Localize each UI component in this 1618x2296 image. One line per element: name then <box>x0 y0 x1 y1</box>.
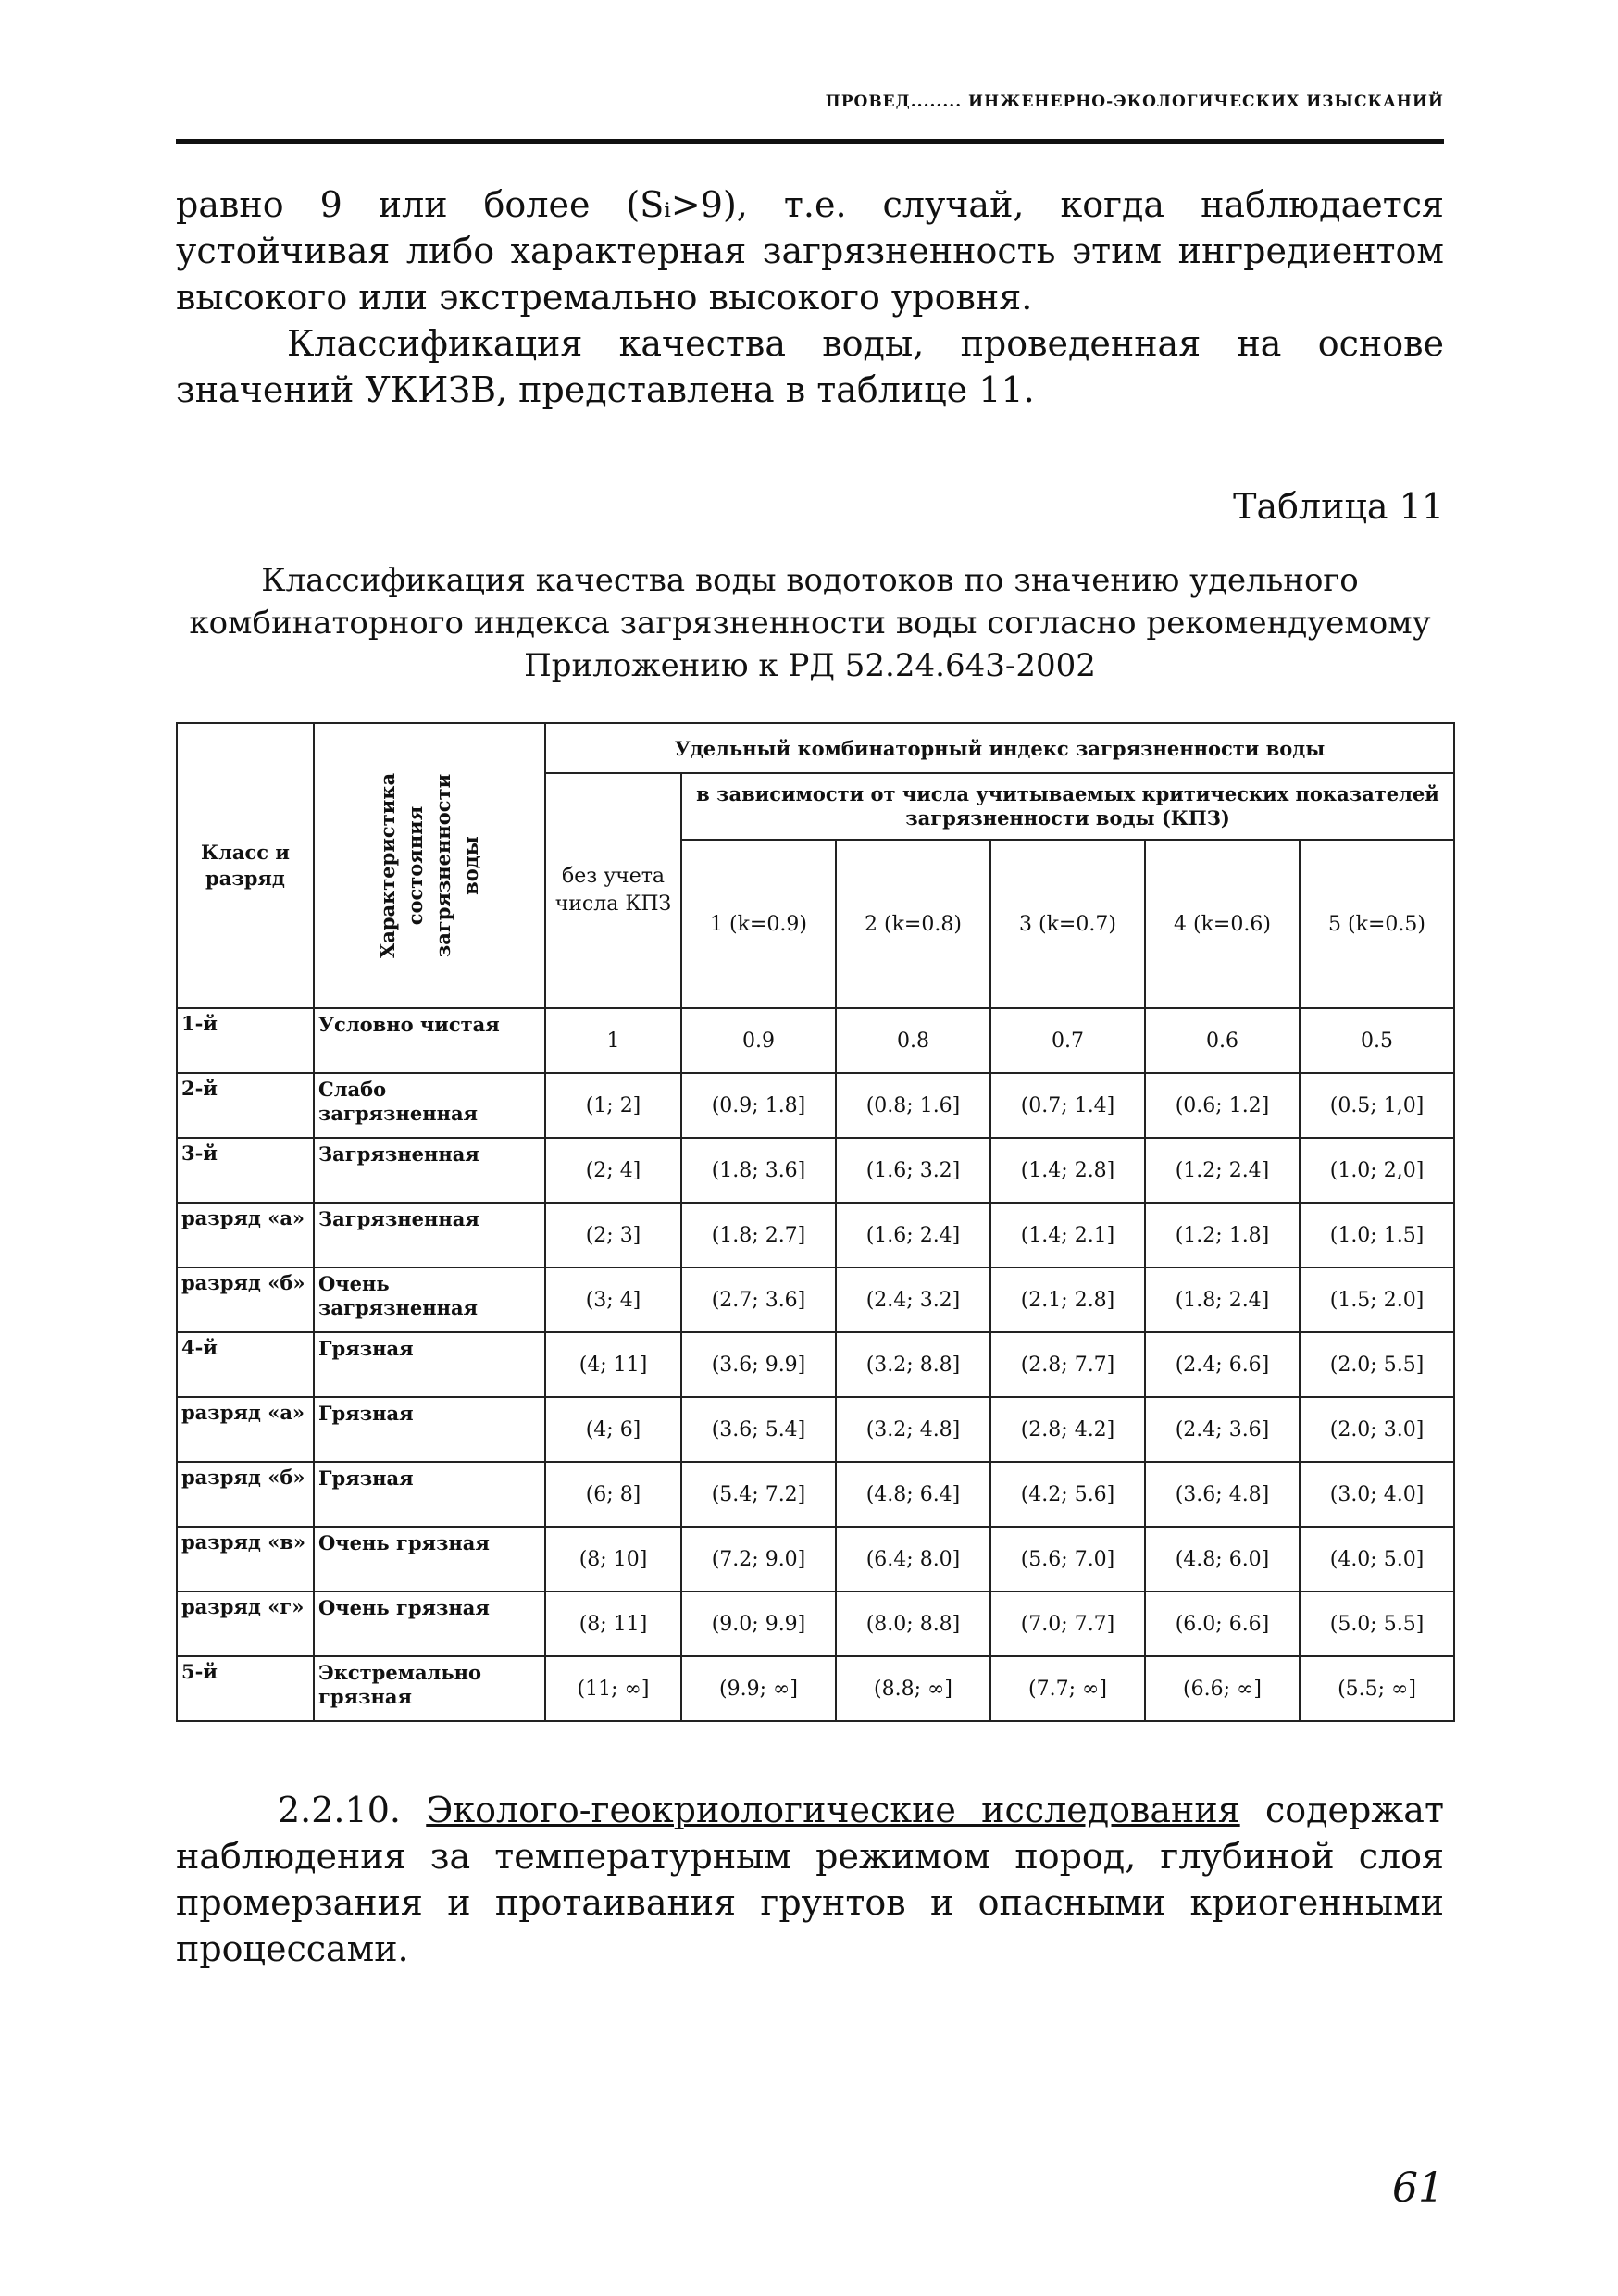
row-value-k1: (0.9; 1.8] <box>681 1073 836 1138</box>
row-value-no-kpz: (2; 3] <box>545 1203 681 1267</box>
row-value-k3: (1.4; 2.1] <box>990 1203 1145 1267</box>
row-class: 4-й <box>177 1332 314 1397</box>
row-value-k4: 0.6 <box>1145 1008 1300 1073</box>
row-value-k1: (3.6; 9.9] <box>681 1332 836 1397</box>
row-value-k5: (1.5; 2.0] <box>1300 1267 1454 1332</box>
table-row <box>177 1008 1454 1073</box>
row-value-k2: (3.2; 4.8] <box>836 1397 990 1462</box>
table-row <box>177 1138 1454 1203</box>
table-row <box>177 1462 1454 1527</box>
row-value-no-kpz: (8; 11] <box>545 1591 681 1656</box>
row-value-k2: (0.8; 1.6] <box>836 1073 990 1138</box>
row-value-k5: (1.0; 1.5] <box>1300 1203 1454 1267</box>
table-row <box>177 1332 1454 1397</box>
row-value-k4: (0.6; 1.2] <box>1145 1073 1300 1138</box>
row-value-k2: (2.4; 3.2] <box>836 1267 990 1332</box>
running-head: ПРОВЕД........ ИНЖЕНЕРНО-ЭКОЛОГИЧЕСКИХ ИЗЫСКАНИЙ <box>825 93 1444 111</box>
row-value-no-kpz: (2; 4] <box>545 1138 681 1203</box>
table-row <box>177 1591 1454 1656</box>
table-label: Таблица 11 <box>1233 486 1444 527</box>
header-k-5: 5 (k=0.5) <box>1300 840 1454 1008</box>
row-value-k4: (2.4; 6.6] <box>1145 1332 1300 1397</box>
row-value-k4: (1.8; 2.4] <box>1145 1267 1300 1332</box>
row-characteristic: Грязная <box>314 1332 545 1397</box>
row-value-k5: (5.5; ∞] <box>1300 1656 1454 1721</box>
intro-paragraph-2: Классификация качества воды, проведенная на основе значений УКИЗВ, представлена в таблице 11. <box>176 323 1444 410</box>
row-class: 5-й <box>177 1656 314 1721</box>
row-value-k2: (8.8; ∞] <box>836 1656 990 1721</box>
header-characteristic-text: Характеристика состояния загрязненности воды <box>376 772 482 959</box>
row-value-k3: (2.8; 4.2] <box>990 1397 1145 1462</box>
row-value-k4: (4.8; 6.0] <box>1145 1527 1300 1591</box>
row-value-k5: (2.0; 5.5] <box>1300 1332 1454 1397</box>
header-class: Класс и разряд <box>177 723 314 1008</box>
row-characteristic: Слабо загрязненная <box>314 1073 545 1138</box>
row-value-no-kpz: (3; 4] <box>545 1267 681 1332</box>
row-class: разряд «б» <box>177 1267 314 1332</box>
row-value-k3: 0.7 <box>990 1008 1145 1073</box>
section-title: Эколого-геокриологические исследования <box>426 1790 1240 1830</box>
row-value-k4: (1.2; 2.4] <box>1145 1138 1300 1203</box>
row-value-k1: (9.0; 9.9] <box>681 1591 836 1656</box>
row-value-k2: 0.8 <box>836 1008 990 1073</box>
table-row <box>177 1267 1454 1332</box>
row-value-k1: (2.7; 3.6] <box>681 1267 836 1332</box>
row-value-k1: (7.2; 9.0] <box>681 1527 836 1591</box>
row-class: 3-й <box>177 1138 314 1203</box>
row-value-k5: (5.0; 5.5] <box>1300 1591 1454 1656</box>
row-value-k4: (6.0; 6.6] <box>1145 1591 1300 1656</box>
row-characteristic: Очень грязная <box>314 1527 545 1591</box>
row-value-k4: (3.6; 4.8] <box>1145 1462 1300 1527</box>
row-value-k4: (6.6; ∞] <box>1145 1656 1300 1721</box>
row-class: 2-й <box>177 1073 314 1138</box>
row-characteristic: Грязная <box>314 1397 545 1462</box>
row-characteristic: Загрязненная <box>314 1203 545 1267</box>
row-class: разряд «г» <box>177 1591 314 1656</box>
section-paragraph <box>176 1787 1444 1972</box>
row-value-k2: (8.0; 8.8] <box>836 1591 990 1656</box>
table-caption: Классификация качества воды водотоков по значению удельного комбинаторного индекса загрязненности воды согласно рекомендуемому Приложению к РД 52.24.643-2002 <box>189 562 1431 684</box>
header-depending: в зависимости от числа учитываемых критических показателей загрязненности воды (КПЗ) <box>681 773 1454 840</box>
section-text: содержат наблюдения за температурным режимом пород, глубиной слоя промерзания и протаивания грунтов и опасными криогенными процессами. <box>176 1790 1444 1969</box>
water-quality-table <box>176 722 1455 1722</box>
row-value-k5: (2.0; 3.0] <box>1300 1397 1454 1462</box>
row-value-k1: (1.8; 2.7] <box>681 1203 836 1267</box>
row-value-k2: (4.8; 6.4] <box>836 1462 990 1527</box>
row-characteristic: Очень загрязненная <box>314 1267 545 1332</box>
table-row <box>177 1073 1454 1138</box>
header-characteristic <box>314 723 545 1008</box>
row-characteristic: Экстремально грязная <box>314 1656 545 1721</box>
table-row <box>177 1527 1454 1591</box>
row-value-k2: (3.2; 8.8] <box>836 1332 990 1397</box>
header-k-1: 1 (k=0.9) <box>681 840 836 1008</box>
row-characteristic: Грязная <box>314 1462 545 1527</box>
row-value-no-kpz: (1; 2] <box>545 1073 681 1138</box>
row-value-no-kpz: (11; ∞] <box>545 1656 681 1721</box>
row-value-k5: (4.0; 5.0] <box>1300 1527 1454 1591</box>
row-value-k3: (2.8; 7.7] <box>990 1332 1145 1397</box>
row-value-k4: (2.4; 3.6] <box>1145 1397 1300 1462</box>
row-value-k1: (1.8; 3.6] <box>681 1138 836 1203</box>
page-number: 61 <box>1392 2165 1444 2212</box>
row-characteristic: Условно чистая <box>314 1008 545 1073</box>
row-class: разряд «в» <box>177 1527 314 1591</box>
row-value-k3: (4.2; 5.6] <box>990 1462 1145 1527</box>
header-row-1 <box>177 723 1454 773</box>
row-value-k2: (6.4; 8.0] <box>836 1527 990 1591</box>
header-k-2: 2 (k=0.8) <box>836 840 990 1008</box>
row-value-k3: (7.7; ∞] <box>990 1656 1145 1721</box>
row-value-no-kpz: (6; 8] <box>545 1462 681 1527</box>
row-value-k4: (1.2; 1.8] <box>1145 1203 1300 1267</box>
row-value-k3: (7.0; 7.7] <box>990 1591 1145 1656</box>
row-class: разряд «а» <box>177 1203 314 1267</box>
row-value-no-kpz: 1 <box>545 1008 681 1073</box>
row-class: разряд «б» <box>177 1462 314 1527</box>
table-row <box>177 1656 1454 1721</box>
header-index: Удельный комбинаторный индекс загрязненности воды <box>545 723 1454 773</box>
row-characteristic: Очень грязная <box>314 1591 545 1656</box>
header-k-4: 4 (k=0.6) <box>1145 840 1300 1008</box>
intro-paragraph-1: равно 9 или более (Sᵢ>9), т.е. случай, когда наблюдается устойчивая либо характерная загрязненность этим ингредиентом высокого или экстремально высокого уровня. <box>176 184 1444 318</box>
row-value-k1: (3.6; 5.4] <box>681 1397 836 1462</box>
row-value-k5: (1.0; 2,0] <box>1300 1138 1454 1203</box>
table-row <box>177 1397 1454 1462</box>
row-value-k2: (1.6; 2.4] <box>836 1203 990 1267</box>
row-value-k5: 0.5 <box>1300 1008 1454 1073</box>
row-value-k5: (3.0; 4.0] <box>1300 1462 1454 1527</box>
header-rule <box>176 139 1444 144</box>
row-class: разряд «а» <box>177 1397 314 1462</box>
row-value-k3: (0.7; 1.4] <box>990 1073 1145 1138</box>
row-value-no-kpz: (8; 10] <box>545 1527 681 1591</box>
row-value-k3: (5.6; 7.0] <box>990 1527 1145 1591</box>
row-value-k3: (2.1; 2.8] <box>990 1267 1145 1332</box>
row-characteristic: Загрязненная <box>314 1138 545 1203</box>
row-value-k3: (1.4; 2.8] <box>990 1138 1145 1203</box>
row-class: 1-й <box>177 1008 314 1073</box>
row-value-k1: 0.9 <box>681 1008 836 1073</box>
section-number: 2.2.10. <box>278 1790 401 1830</box>
table-row <box>177 1203 1454 1267</box>
row-value-k5: (0.5; 1,0] <box>1300 1073 1454 1138</box>
header-no-kpz: без учета числа КПЗ <box>545 773 681 1008</box>
row-value-no-kpz: (4; 6] <box>545 1397 681 1462</box>
row-value-k1: (5.4; 7.2] <box>681 1462 836 1527</box>
header-k-3: 3 (k=0.7) <box>990 840 1145 1008</box>
row-value-k2: (1.6; 3.2] <box>836 1138 990 1203</box>
row-value-no-kpz: (4; 11] <box>545 1332 681 1397</box>
row-value-k1: (9.9; ∞] <box>681 1656 836 1721</box>
